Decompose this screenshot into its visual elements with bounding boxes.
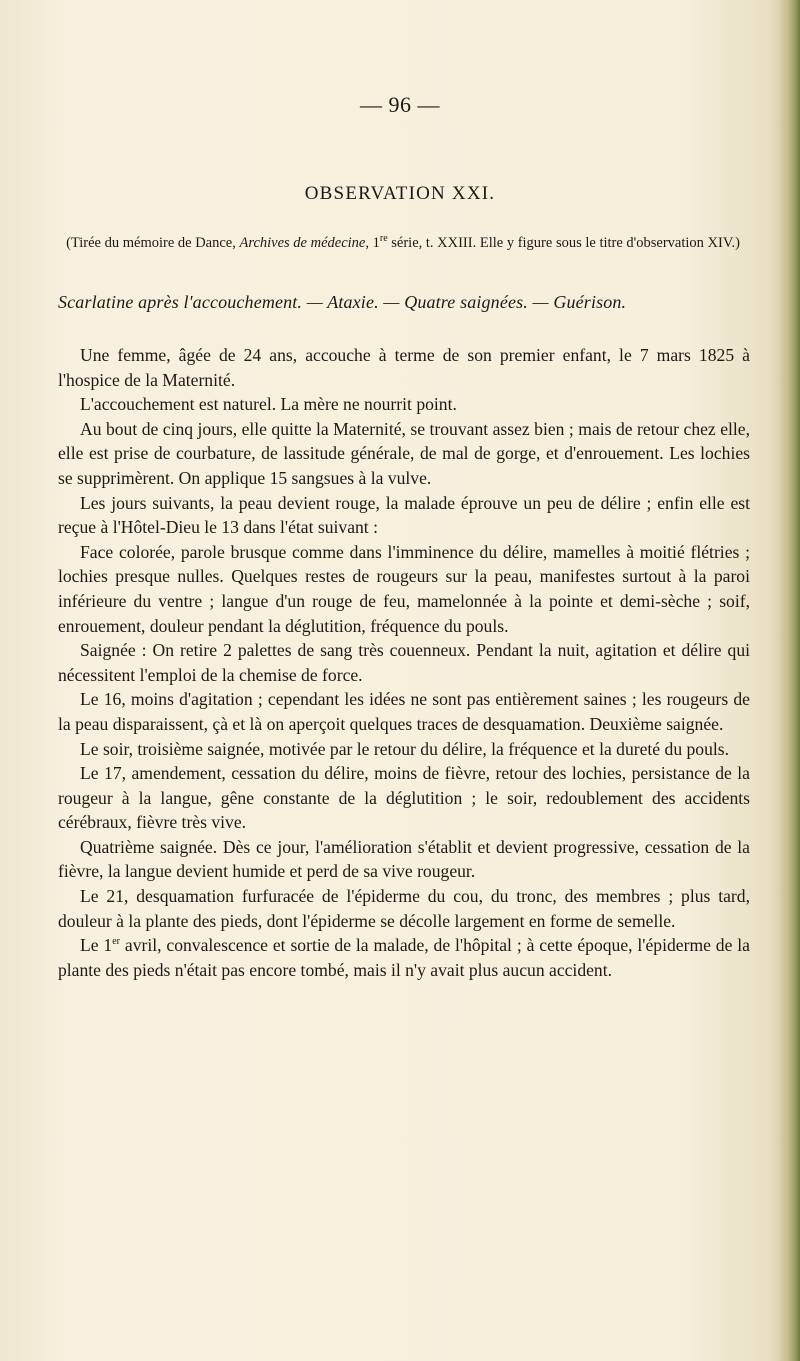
paragraph-text: avril, convalescence et sortie de la malade, de l'hôpital ; à cette époque, l'épiderme de la plante des pieds n'était pas encore tombé, mais il n'y avait plus aucun accident. [58, 935, 750, 980]
source-journal: Archives de médecine [239, 235, 366, 251]
case-summary: Scarlatine après l'accouchement. — Ataxie. — Quatre saignées. — Guérison. [58, 292, 627, 312]
paragraph: Le 16, moins d'agitation ; cependant les idées ne sont pas entièrement saines ; les rougeurs de la peau disparaissent, çà et là on aperçoit quelques traces de desquamation. Deuxième saignée. [58, 689, 750, 734]
paragraph: Saignée : On retire 2 palettes de sang très couenneux. Pendant la nuit, agitation et délire qui nécessitent l'emploi de la chemise de force. [58, 640, 750, 685]
source-note-text: , 1 [365, 235, 380, 251]
paragraph-text: Le 1 [80, 935, 113, 956]
paragraph: L'accouchement est naturel. La mère ne nourrit point. [80, 394, 457, 415]
paragraph: Le 17, amendement, cessation du délire, moins de fièvre, retour des lochies, persistance de la rougeur à la langue, gêne constante de la déglutition ; le soir, redoublement des accidents cérébraux, fièvre très vive. [58, 763, 750, 833]
series-superscript: re [379, 233, 388, 245]
paragraph: Face colorée, parole brusque comme dans l'imminence du délire, mamelles à moitié flétries ; lochies presque nulles. Quelques restes de rougeurs sur la peau, manifestes surtout à la paroi inférieure du ventre ; langue d'un rouge de feu, mamelonnée à la pointe et demi-sèche ; soif, enrouement, douleur pendant la déglutition, fréquence du pouls. [58, 541, 750, 636]
case-body [58, 343, 750, 982]
paragraph: Les jours suivants, la peau devient rouge, la malade éprouve un peu de délire ; enfin elle est reçue à l'Hôtel-Dieu le 13 dans l'état suivant : [58, 492, 750, 538]
source-note-text: série, t. XXIII. Elle y figure sous le titre d'observation XIV.) [387, 235, 740, 251]
paragraph-last [58, 933, 750, 982]
source-note-text: (Tirée du mémoire de Dance, [66, 235, 240, 251]
source-note [58, 233, 748, 254]
observation-title: OBSERVATION XXI. [304, 183, 496, 204]
paragraph: Une femme, âgée de 24 ans, accouche à terme de son premier enfant, le 7 mars 1825 à l'hospice de la Maternité. [58, 345, 750, 390]
paragraph: Au bout de cinq jours, elle quitte la Maternité, se trouvant assez bien ; mais de retour chez elle, elle est prise de courbature, de lassitude générale, de mal de gorge, et d'enrouement. Les lochies se supprimèrent. On applique 15 sangsues à la vulve. [58, 418, 750, 488]
paragraph: Le soir, troisième saignée, motivée par le retour du délire, la fréquence et la dureté du pouls. [80, 738, 730, 759]
page-number: — 96 — [360, 92, 440, 117]
paragraph: Le 21, desquamation furfuracée de l'épiderme du cou, du tronc, des membres ; plus tard, douleur à la plante des pieds, dont l'épiderme se décolle largement en forme de semelle. [58, 886, 750, 931]
paragraph: Quatrième saignée. Dès ce jour, l'amélioration s'établit et devient progressive, cessation de la fièvre, la langue devient humide et perd de sa vive rougeur. [58, 836, 750, 882]
ordinal-superscript: er [112, 936, 121, 948]
